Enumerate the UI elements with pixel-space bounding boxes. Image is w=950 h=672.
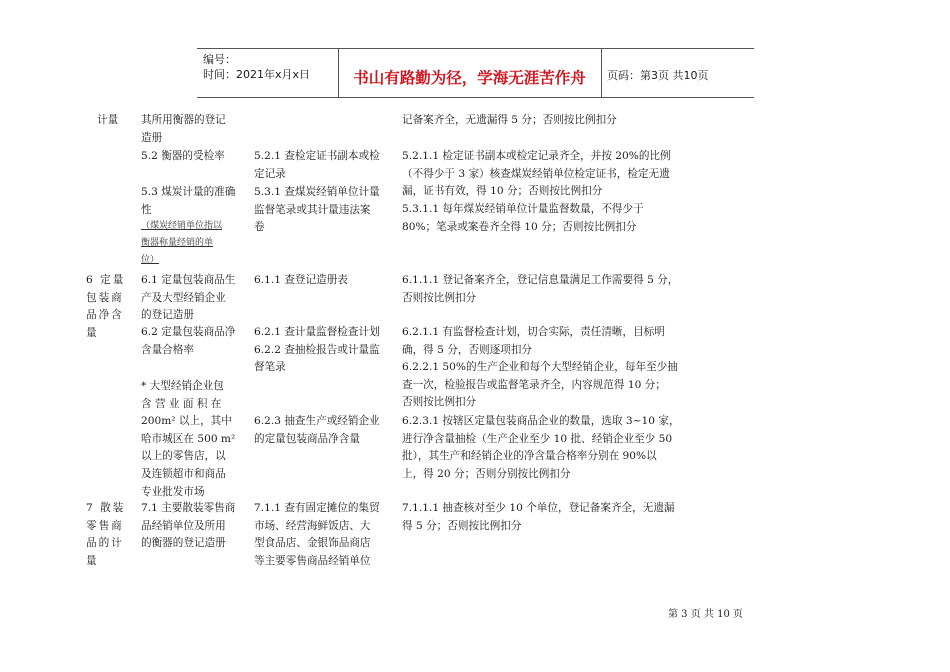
r53-method: 5.3.1 查煤炭经销单位计量 监督笔录或其计量违法案 卷 [254,186,380,234]
header-page-cell [601,49,754,97]
header-motto-cell [338,49,602,97]
r61-method: 6.1.1 查登记造册表 [254,274,348,286]
page-label: 页码：第3页 共10页 [607,69,709,82]
page-header [197,48,754,98]
r71-item: 7.1 主要散装零售商 品经销单位及所用 的衡器的登记造册 [141,502,236,550]
r53-note: （煤炭经销单位指以 衡器称量经销的单 位） [141,221,223,265]
r53-item: 5.3 煤炭计量的准确 性 [141,186,236,216]
header-meta-cell [197,49,339,97]
r62-note: * 大型经销企业包 含 营 业 面 积 在 200m² 以上，其中 哈市城区在 500 m² 以上的零售店，以 及连锁超市和商品 专业批发市场 [141,380,236,498]
r623-score: 6.2.3.1 按辖区定量包装商品企业的数量，选取 3~10 家， 进行净含量抽检（生产企业至少 10 批、经销企业至少 50 批），其生产和经销企业的净含量合格率分别在 90%以 上，得 20 分；否则分别按比例扣分 [402,415,680,480]
r5-item-tail: 其所用衡器的登记 造册 [141,114,226,144]
r62-item: 6.2 定量包装商品净 含量合格率 [141,326,236,356]
r62-method: 6.2.1 查计量监督检查计划 6.2.2 查抽检报告或计量监 督笔录 [254,326,380,374]
r61-item: 6.1 定量包装商品生 产及大型经销企业 的登记造册 [141,274,236,322]
r61-score: 6.1.1.1 登记备案齐全，登记信息量满足工作需要得 5 分， 否则按比例扣分 [402,274,679,304]
r52-method: 5.2.1 查检定证书副本或检 定记录 [254,150,380,180]
r5-score-tail: 记备案齐全，无遗漏得 5 分；否则按比例扣分 [402,114,617,126]
page-footer: 第 3 页 共 10 页 [668,609,743,620]
r52-score: 5.2.1.1 检定证书副本或检定记录齐全，并按 20%的比例 （不得少于 3 家）核查煤炭经销单位检定证书，检定无遗 漏，证书有效，得 10 分；否则按比例扣分 [402,150,671,198]
serial-label: 编号： [203,53,236,66]
r623-method: 6.2.3 抽查生产或经销企业 的定量包装商品净含量 [254,415,380,445]
r6-category: 6 定量 包装商 品净含 量 [86,274,126,339]
r5-category: 计量 [97,114,119,126]
r53-score: 5.3.1.1 每年煤炭经销单位计量监督数量，不得少于 80%；笔录或案卷齐全得 10 分；否则按比例扣分 [402,203,644,233]
r7-category: 7 散装 零售商 品的计 量 [86,502,126,567]
r52-item: 5.2 衡器的受检率 [141,150,225,162]
motto-text: 书山有路勤为径，学海无涯苦作舟 [353,69,586,87]
r62-score: 6.2.1.1 有监督检查计划，切合实际，责任清晰，目标明 确，得 5 分，否则逐项扣分 6.2.2.1 50%的生产企业和每个大型经销企业，每年至少抽 查一次，检验报告或监督笔录齐全，内容规范得 10 分； 否则按比例扣分 [402,326,678,409]
r71-score: 7.1.1.1 抽查核对至少 10 个单位，登记备案齐全，无遗漏 得 5 分；否则按比例扣分 [402,502,675,532]
r71-method: 7.1.1 查有固定摊位的集贸 市场、经营海鲜饭店、大 型食品店、金银饰品商店 等主要零售商品经销单位 [254,502,380,567]
date-label: 时间：2021年x月x日 [203,68,311,81]
